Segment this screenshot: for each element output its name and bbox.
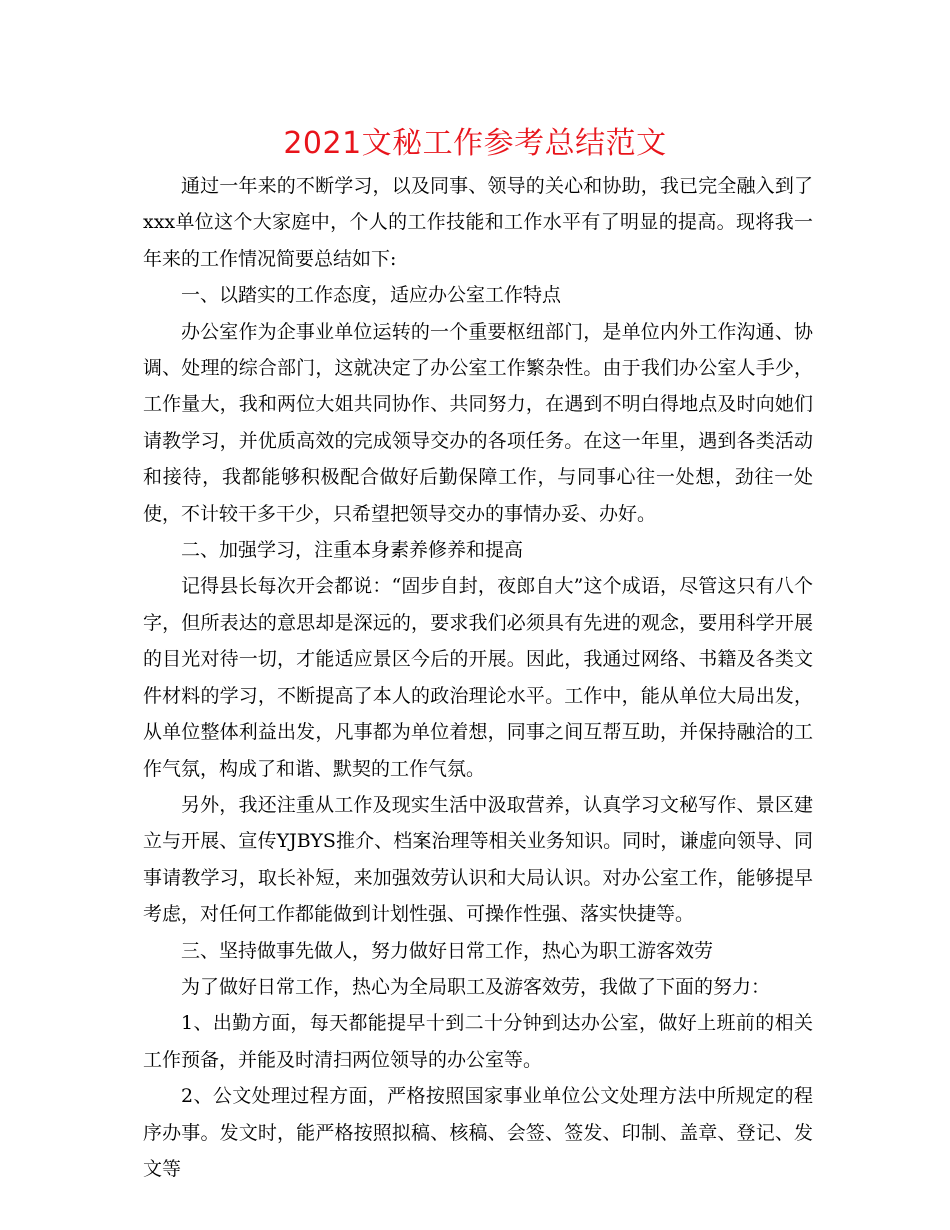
list-item-2: 2、公文处理过程方面，严格按照国家事业单位公文处理方法中所规定的程序办事。发文时，能严格按照拟稿、核稿、会签、签发、印制、盖章、登记、发文等 — [143, 1085, 813, 1180]
body-paragraph: 为了做好日常工作，热心为全局职工及游客效劳，我做了下面的努力： — [181, 975, 771, 998]
section-heading-1: 一、以踏实的工作态度，适应办公室工作特点 — [181, 284, 562, 307]
section-heading-3: 三、坚持做事先做人，努力做好日常工作，热心为职工游客效劳 — [181, 939, 714, 962]
list-item-1: 1、出勤方面，每天都能提早十到二十分钟到达办公室，做好上班前的相关工作预备，并能及时清扫两位领导的办公室等。 — [143, 1012, 813, 1071]
body-paragraph: 记得县长每次开会都说：“固步自封，夜郎自大”这个成语，尽管这只有八个字，但所表达的意思却是深远的，要求我们必须具有先进的观念，要用科学开展的目光对待一切，才能适应景区今后的开展。因此，我通过网络、书籍及各类文件材料的学习，不断提高了本人的政治理论水平。工作中，能从单位大局出发，从单位整体利益出发，凡事都为单位着想，同事之间互帮互助，并保持融洽的工作气氛，构成了和谐、默契的工作气氛。 — [143, 575, 813, 780]
intro-paragraph: 通过一年来的不断学习，以及同事、领导的关心和协助，我已完全融入到了xxx单位这个大家庭中，个人的工作技能和工作水平有了明显的提高。现将我一年来的工作情况简要总结如下: — [143, 175, 813, 270]
section-heading-2: 二、加强学习，注重本身素养修养和提高 — [181, 539, 524, 562]
document-title: 2021文秘工作参考总结范文 — [283, 126, 667, 161]
body-paragraph: 另外，我还注重从工作及现实生活中汲取营养，认真学习文秘写作、景区建立与开展、宣传YJBYS推介、档案治理等相关业务知识。同时，谦虚向领导、同事请教学习，取长补短，来加强效劳认识和大局认识。对办公室工作，能够提早考虑，对任何工作都能做到计划性强、可操作性强、落实快捷等。 — [143, 793, 813, 926]
document-body — [143, 168, 813, 1187]
body-paragraph: 办公室作为企事业单位运转的一个重要枢纽部门，是单位内外工作沟通、协调、处理的综合部门，这就决定了办公室工作繁杂性。由于我们办公室人手少，工作量大，我和两位大姐共同协作、共同努力，在遇到不明白得地点及时向她们请教学习，并优质高效的完成领导交办的各项任务。在这一年里，遇到各类活动和接待，我都能够积极配合做好后勤保障工作，与同事心往一处想，劲往一处使，不计较干多干少，只希望把领导交办的事情办妥、办好。 — [143, 320, 813, 525]
